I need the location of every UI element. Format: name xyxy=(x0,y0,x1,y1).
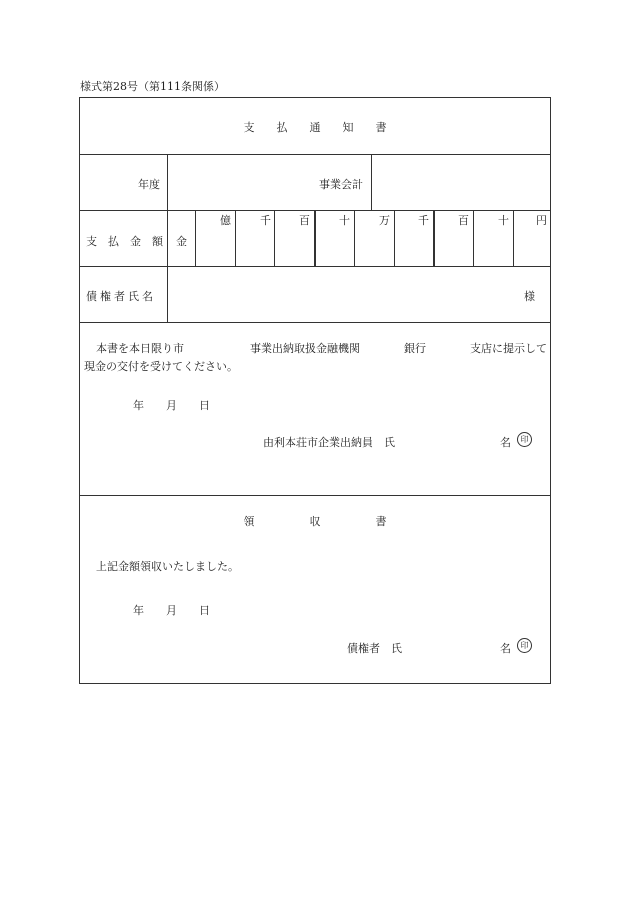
digit-sen-2: 千 xyxy=(418,214,429,227)
digit-sen: 千 xyxy=(260,214,271,227)
receipt-date: 年 月 日 xyxy=(133,604,210,617)
digit-juu: 十 xyxy=(339,214,350,227)
receipt-seal-icon: 印 xyxy=(513,638,532,653)
payment-amount-row xyxy=(80,211,550,267)
receipt-signer: 債権者 氏 xyxy=(347,642,402,655)
digit-juu-2: 十 xyxy=(498,214,509,227)
notice-title-row xyxy=(80,98,550,155)
account-label: 事業会計 xyxy=(319,178,363,191)
fiscal-year-row xyxy=(80,155,550,211)
instruction-line-2: 現金の交付を受けてください。 xyxy=(84,360,238,373)
receipt-title: 領 収 書 xyxy=(243,515,387,528)
receipt-row xyxy=(80,496,550,685)
instruction-name-char: 名 xyxy=(500,436,511,449)
instruction-date: 年 月 日 xyxy=(133,399,210,412)
instruction-row xyxy=(80,323,550,496)
receipt-statement: 上記金額領収いたしました。 xyxy=(96,560,239,573)
receipt-name-char: 名 xyxy=(500,642,511,655)
payment-amount-label: 支 払 金 額 xyxy=(86,235,163,248)
notice-title: 支 払 通 知 書 xyxy=(243,121,387,134)
digit-hyaku: 百 xyxy=(299,214,310,227)
fiscal-year-label: 年度 xyxy=(138,178,160,191)
digit-hyaku-2: 百 xyxy=(458,214,469,227)
instruction-line-1: 本書を本日限り市 事業出納取扱金融機関 銀行 支店に提示して xyxy=(96,342,547,355)
creditor-name-row xyxy=(80,267,550,323)
form-number: 様式第28号（第111条関係） xyxy=(80,80,225,93)
digit-oku: 億 xyxy=(220,214,231,227)
seal-mark-icon: 印 xyxy=(513,432,532,447)
creditor-honorific: 様 xyxy=(524,290,535,303)
payment-notice-form xyxy=(79,97,551,684)
creditor-name-label: 債権者氏名 xyxy=(86,290,156,303)
digit-yen: 円 xyxy=(536,214,547,227)
amount-prefix: 金 xyxy=(176,235,187,248)
instruction-signer: 由利本荘市企業出納員 氏 xyxy=(263,436,395,449)
digit-man: 万 xyxy=(379,214,390,227)
